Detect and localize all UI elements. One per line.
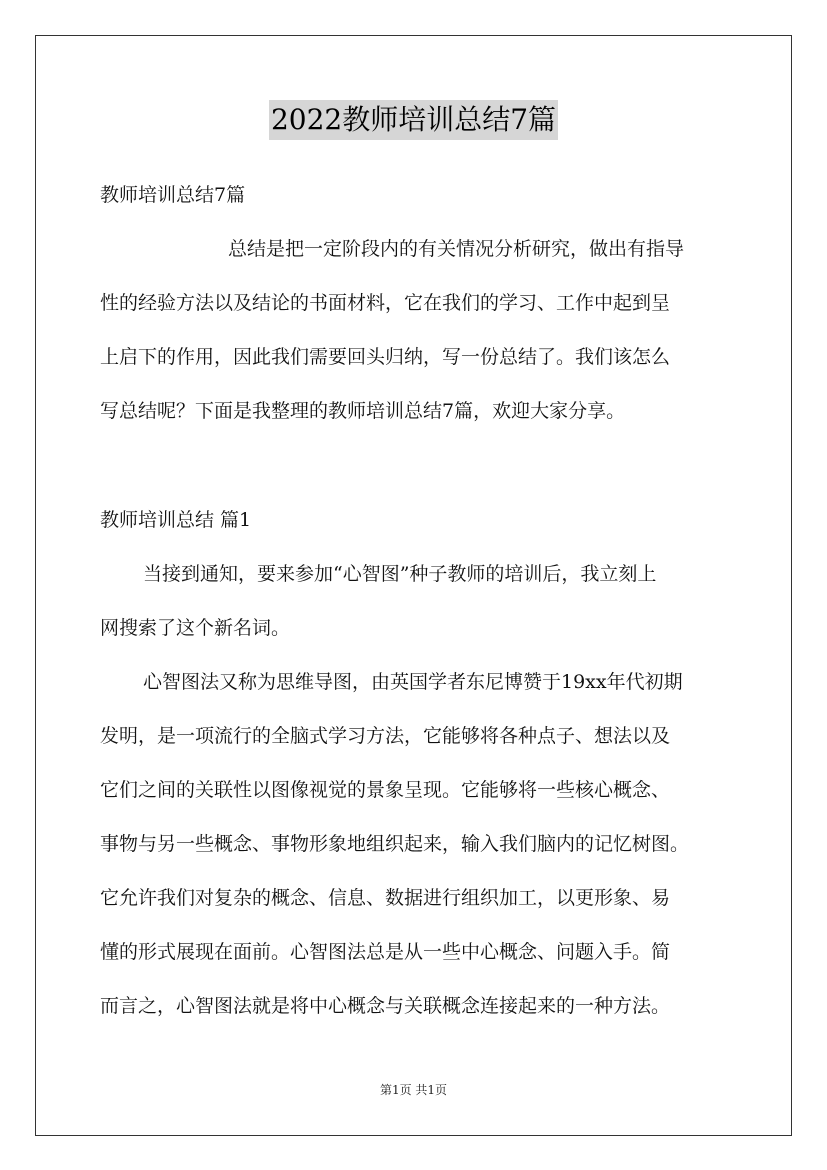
intro-line: 写总结呢？下面是我整理的教师培训总结7篇，欢迎大家分享。 xyxy=(100,400,626,422)
paragraph-line: 它们之间的关联性以图像视觉的景象呈现。它能够将一些核心概念、 xyxy=(100,779,671,801)
paragraph-line: 事物与另一些概念、事物形象地组织起来，输入我们脑内的记忆树图。 xyxy=(100,833,690,855)
paragraph-line: 当接到通知，要来参加“心智图”种子教师的培训后，我立刻上 xyxy=(143,563,657,585)
intro-line: 上启下的作用，因此我们需要回头归纳，写一份总结了。我们该怎么 xyxy=(100,346,671,368)
intro-line: 总结是把一定阶段内的有关情况分析研究，做出有指导 xyxy=(228,238,685,260)
paragraph-line: 网搜索了这个新名词。 xyxy=(100,617,291,639)
intro-line: 性的经验方法以及结论的书面材料，它在我们的学习、工作中起到呈 xyxy=(100,292,671,314)
document-subtitle: 教师培训总结7篇 xyxy=(100,184,246,206)
paragraph-line: 懂的形式展现在面前。心智图法总是从一些中心概念、问题入手。简 xyxy=(100,941,671,963)
section-heading: 教师培训总结 篇1 xyxy=(100,509,252,531)
title-container xyxy=(0,100,827,140)
page-footer: 第1页 共1页 xyxy=(379,1083,448,1097)
paragraph-line: 发明，是一项流行的全脑式学习方法，它能够将各种点子、想法以及 xyxy=(100,725,671,747)
paragraph-line: 心智图法又称为思维导图，由英国学者东尼博赞于19xx年代初期 xyxy=(143,671,683,693)
paragraph-line: 它允许我们对复杂的概念、信息、数据进行组织加工，以更形象、易 xyxy=(100,887,671,909)
document-title: 2022教师培训总结7篇 xyxy=(269,100,558,140)
paragraph-line: 而言之，心智图法就是将中心概念与关联概念连接起来的一种方法。 xyxy=(100,995,671,1017)
